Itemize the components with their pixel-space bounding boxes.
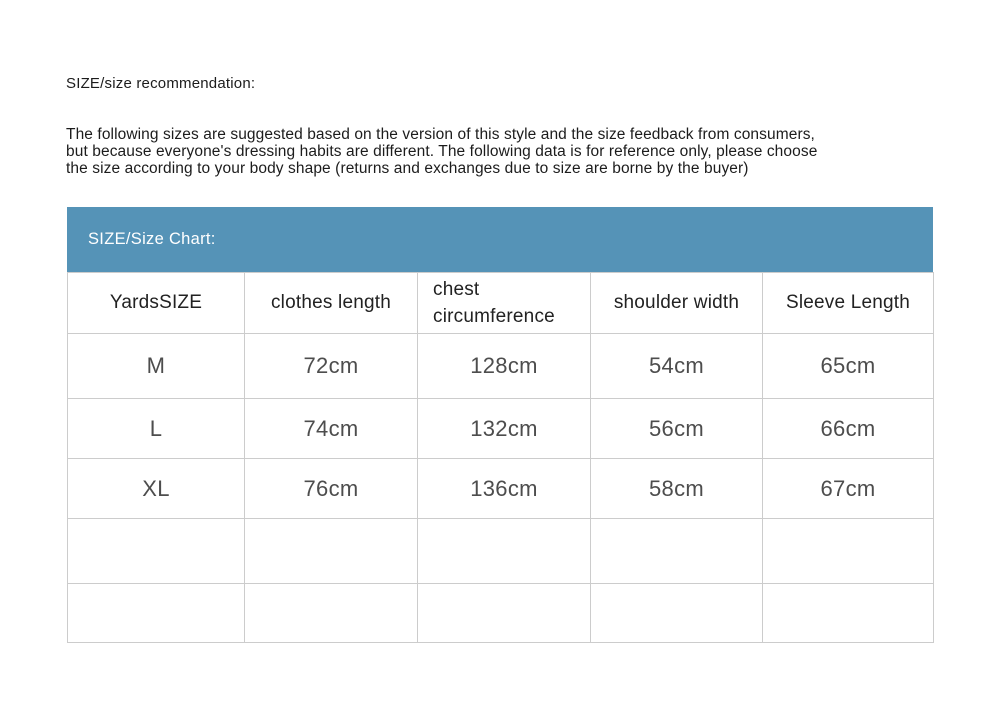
cell-sleeve-length: 65cm — [763, 334, 934, 399]
column-header-size: YardsSIZE — [68, 273, 245, 334]
description-line-1: The following sizes are suggested based on the version of this style and the size feedback from consumers, — [66, 126, 815, 143]
cell-sleeve-length: 66cm — [763, 399, 934, 459]
empty-cell — [763, 584, 934, 643]
column-header-clothes-length: clothes length — [245, 273, 418, 334]
column-header-chest-circumference: chest circumference — [418, 273, 591, 334]
description-line-2: but because everyone's dressing habits are different. The following data is for reference only, please choose — [66, 143, 818, 161]
description-line-3: the size according to your body shape (returns and exchanges due to size are borne by the buyer) — [66, 160, 749, 178]
empty-cell — [68, 519, 245, 584]
cell-clothes-length: 76cm — [245, 459, 418, 519]
cell-clothes-length: 72cm — [245, 334, 418, 399]
column-header-shoulder-width: shoulder width — [591, 273, 763, 334]
cell-chest-circumference: 128cm — [418, 334, 591, 399]
table-row-m — [68, 334, 934, 399]
cell-size: L — [68, 399, 245, 459]
size-chart-title-bar — [67, 207, 933, 272]
table-row-xl — [68, 459, 934, 519]
table-header-row — [68, 273, 934, 334]
column-header-sleeve-length: Sleeve Length — [763, 273, 934, 334]
size-chart-title: SIZE/Size Chart: — [88, 230, 216, 248]
table-row-l — [68, 399, 934, 459]
empty-cell — [68, 584, 245, 643]
empty-cell — [591, 519, 763, 584]
cell-clothes-length: 74cm — [245, 399, 418, 459]
empty-cell — [763, 519, 934, 584]
empty-cell — [591, 584, 763, 643]
empty-cell — [418, 519, 591, 584]
empty-table-row — [68, 584, 934, 643]
cell-chest-circumference: 136cm — [418, 459, 591, 519]
cell-chest-circumference: 132cm — [418, 399, 591, 459]
cell-shoulder-width: 56cm — [591, 399, 763, 459]
size-recommendation-heading: SIZE/size recommendation: — [66, 75, 256, 92]
cell-sleeve-length: 67cm — [763, 459, 934, 519]
empty-cell — [245, 584, 418, 643]
size-recommendation-text — [66, 126, 817, 178]
cell-size: XL — [68, 459, 245, 519]
cell-size: M — [68, 334, 245, 399]
size-chart-table — [67, 272, 934, 643]
empty-cell — [245, 519, 418, 584]
cell-shoulder-width: 58cm — [591, 459, 763, 519]
cell-shoulder-width: 54cm — [591, 334, 763, 399]
empty-table-row — [68, 519, 934, 584]
empty-cell — [418, 584, 591, 643]
size-chart — [67, 207, 933, 643]
